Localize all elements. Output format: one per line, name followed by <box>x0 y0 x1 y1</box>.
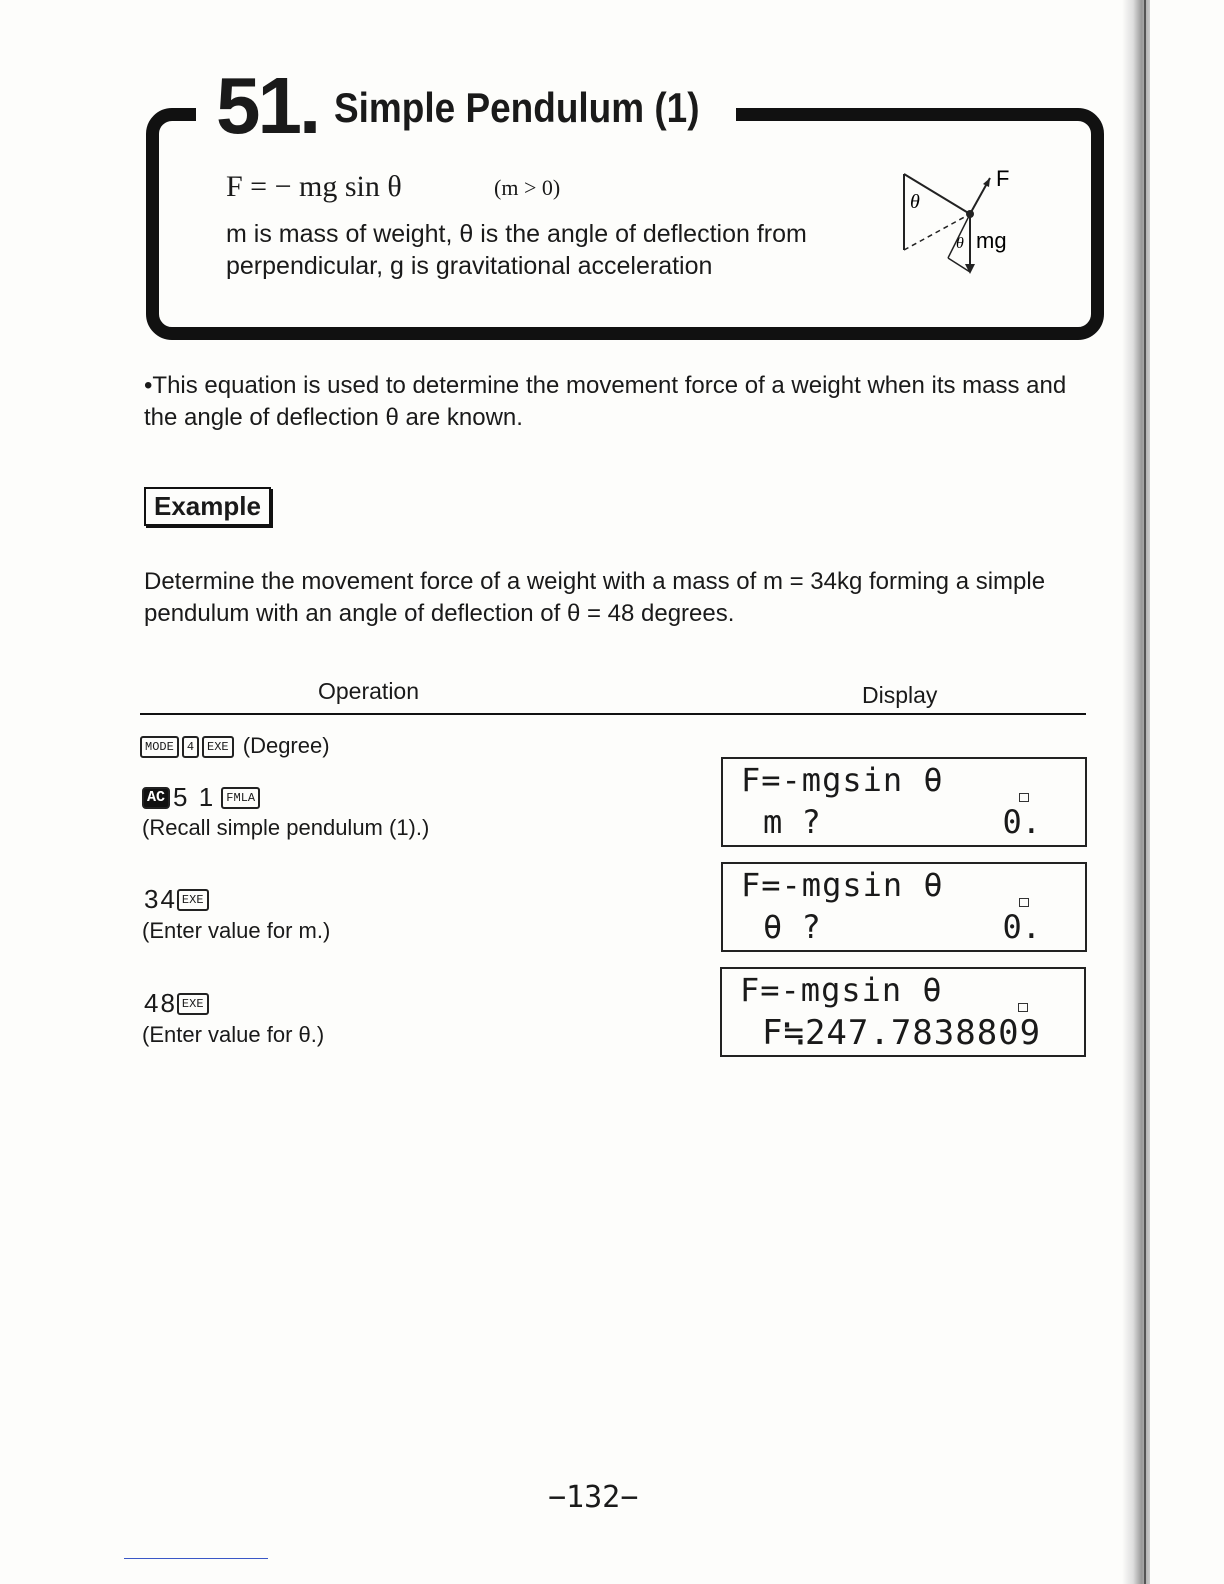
formula: F = − mg sin θ <box>226 170 402 203</box>
page-title: Simple Pendulum (1) <box>334 84 700 131</box>
display-1-line-1: F=-mgsin θ <box>741 761 944 799</box>
description-line-2: perpendicular, g is gravitational acceleration <box>226 252 713 280</box>
display-1-value: 0. <box>1002 803 1041 841</box>
step-2-digits: 5 1 <box>173 782 216 812</box>
page-number: −132− <box>548 1480 639 1515</box>
display-1-line-2: m ? <box>763 803 821 841</box>
display-3-result: F≒247.7838809 <box>762 1013 1042 1053</box>
diagram-theta-label: θ <box>910 191 920 213</box>
description-bullet: •This equation is used to determine the movement force of a weight when its mass and the angle of deflection θ are known. <box>144 372 1067 431</box>
display-3 <box>720 967 1086 1057</box>
key-ac: AC <box>142 787 170 809</box>
bottom-link-line <box>124 1558 268 1559</box>
display-3-indicator <box>1018 1003 1028 1012</box>
column-display-header: Display <box>862 682 938 708</box>
step-2-note: (Recall simple pendulum (1).) <box>142 815 430 840</box>
step-4-note: (Enter value for θ.) <box>142 1022 325 1047</box>
step-4 <box>144 988 212 1019</box>
key-exe: EXE <box>177 993 209 1015</box>
step-3 <box>144 884 212 915</box>
key-4: 4 <box>182 736 199 758</box>
step-3-note: (Enter value for m.) <box>142 918 331 943</box>
display-3-line-1: F=-mgsin θ <box>740 971 943 1009</box>
step-3-digits: 34 <box>144 884 177 914</box>
diagram-theta-bottom-label: θ <box>956 235 964 252</box>
step-1-note: (Degree) <box>242 733 330 758</box>
example-label: Example <box>144 487 271 526</box>
display-2 <box>721 862 1087 952</box>
column-operation-header: Operation <box>318 678 420 704</box>
step-4-digits: 48 <box>144 988 177 1018</box>
description-line-1: m is mass of weight, θ is the angle of deflection from <box>226 220 807 248</box>
display-1 <box>721 757 1087 847</box>
diagram-force-label: F <box>996 166 1010 191</box>
formula-condition: (m > 0) <box>494 175 561 200</box>
display-1-indicator <box>1019 793 1029 802</box>
display-2-line-2: θ ? <box>763 908 821 946</box>
step-1 <box>140 733 330 759</box>
key-exe: EXE <box>202 736 234 758</box>
example-problem: Determine the movement force of a weight with a mass of m = 34kg forming a simple pendulum with an angle of deflection of θ = 48 degrees. <box>144 568 1046 627</box>
step-2 <box>142 782 263 813</box>
page-edge-line <box>1144 0 1146 1584</box>
table-header-rule <box>140 713 1086 715</box>
display-2-value: 0. <box>1002 908 1041 946</box>
key-exe: EXE <box>177 889 209 911</box>
pendulum-diagram <box>896 160 1026 285</box>
key-fmla: FMLA <box>221 787 260 809</box>
section-number: 51. <box>216 61 319 150</box>
diagram-weight-label: mg <box>976 228 1007 253</box>
display-2-indicator <box>1019 898 1029 907</box>
key-mode: MODE <box>140 736 179 758</box>
display-2-line-1: F=-mgsin θ <box>741 866 944 904</box>
